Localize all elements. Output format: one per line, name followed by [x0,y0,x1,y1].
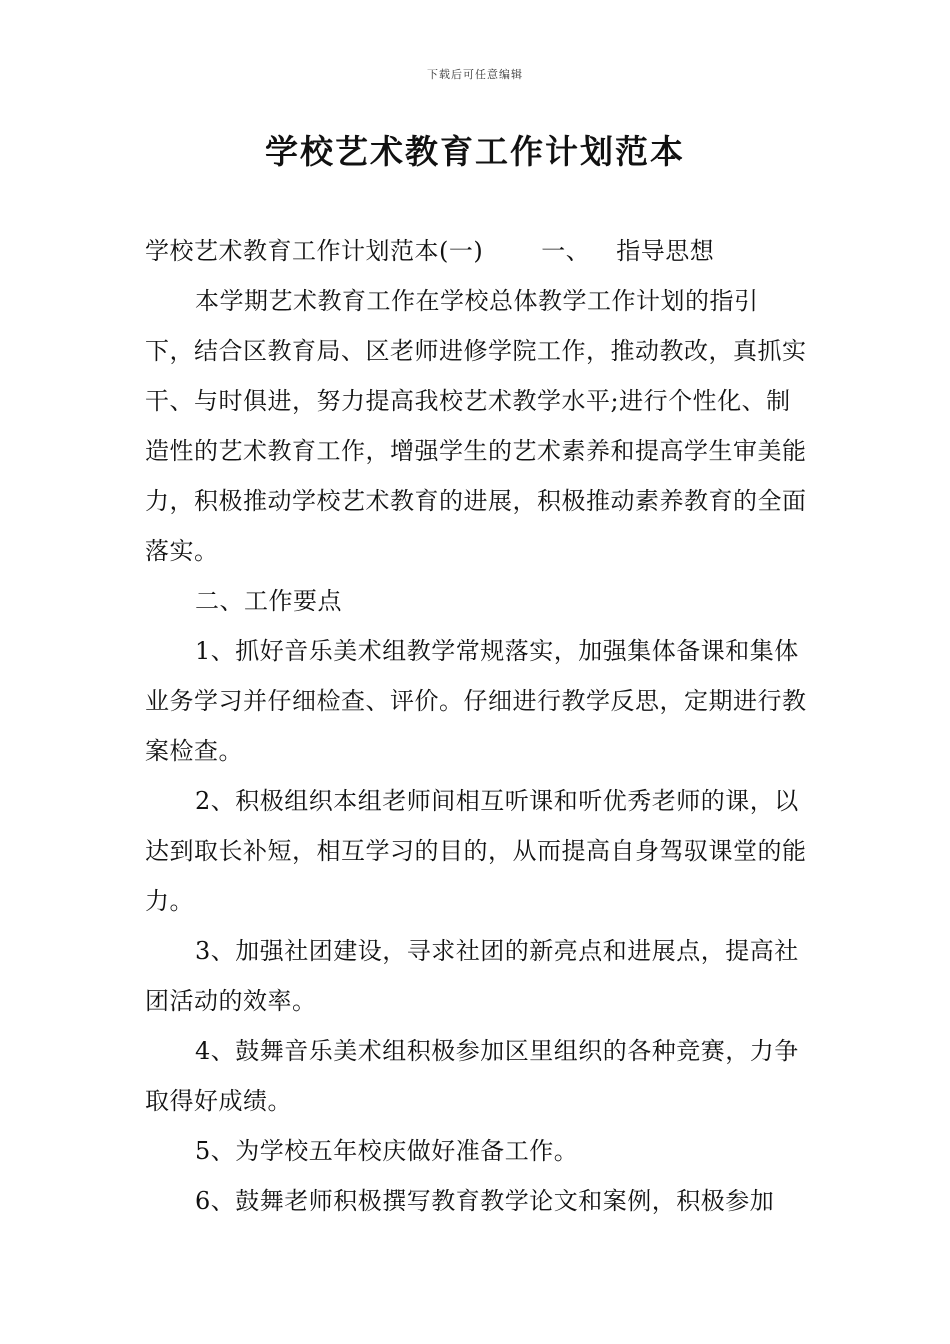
document-title: 学校艺术教育工作计划范本 [265,132,685,171]
section-heading: 指导思想 [616,237,715,265]
header-note: 下载后可任意编辑 [427,68,523,81]
subtitle-line [145,226,807,276]
paragraph: 4、鼓舞音乐美术组积极参加区里组织的各种竞赛，力争取得好成绩。 [145,1037,799,1115]
document-subtitle: 学校艺术教育工作计划范本(一) [145,237,484,265]
paragraph: 2、积极组织本组老师间相互听课和听优秀老师的课，以达到取长补短，相互学习的目的，从而提高自身驾驭课堂的能力。 [145,787,807,915]
section-number: 一、 [541,237,591,265]
document-body [145,226,807,1226]
paragraph: 1、抓好音乐美术组教学常规落实，加强集体备课和集体业务学习并仔细检查、评价。仔细进行教学反思，定期进行教案检查。 [145,637,807,765]
paragraph: 5、为学校五年校庆做好准备工作。 [195,1137,579,1165]
paragraph: 本学期艺术教育工作在学校总体教学工作计划的指引下，结合区教育局、区老师进修学院工作，推动教改，真抓实干、与时俱进，努力提高我校艺术教学水平;进行个性化、制造性的艺术教育工作，增强学生的艺术素养和提高学生审美能力，积极推动学校艺术教育的进展，积极推动素养教育的全面落实。 [145,287,807,565]
paragraph: 3、加强社团建设，寻求社团的新亮点和进展点，提高社团活动的效率。 [145,937,799,1015]
paragraph: 6、鼓舞老师积极撰写教育教学论文和案例，积极参加 [195,1187,775,1215]
section-heading: 二、工作要点 [195,587,342,615]
